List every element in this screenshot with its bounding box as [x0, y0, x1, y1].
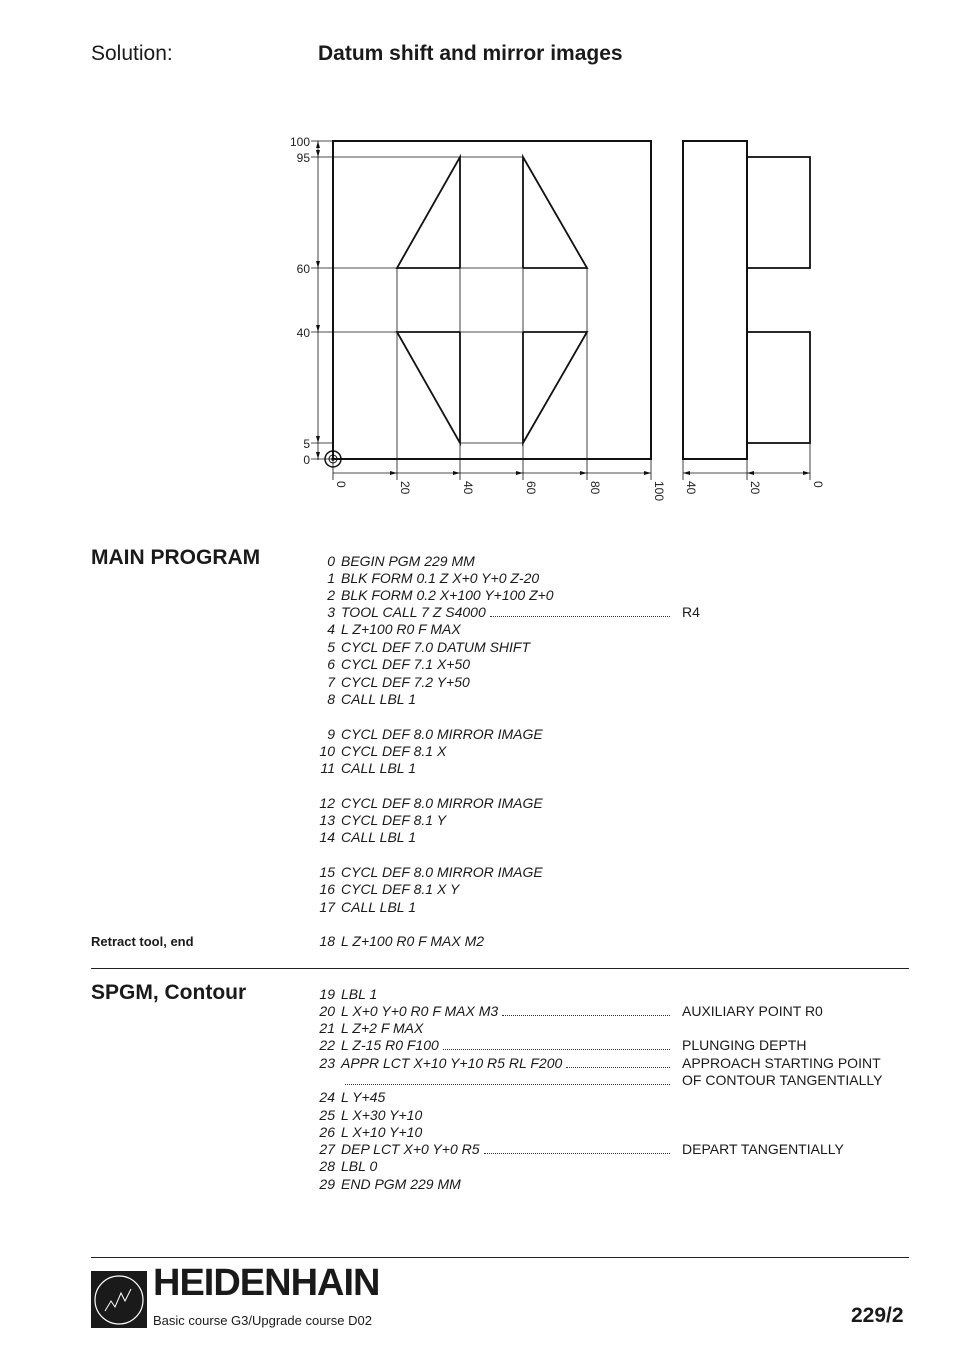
- line-number: 24: [319, 1089, 335, 1105]
- code-line: [300, 1089, 385, 1106]
- code-line: [300, 933, 484, 950]
- brand-name: HEIDENHAIN: [153, 1262, 380, 1304]
- line-number: 28: [319, 1158, 335, 1174]
- page-title: Datum shift and mirror images: [318, 42, 623, 65]
- code-line: [300, 621, 461, 638]
- code-line: [300, 1003, 498, 1020]
- line-code: APPR LCT X+10 Y+10 R5 RL F200: [341, 1055, 563, 1071]
- line-code: CYCL DEF 8.0 MIRROR IMAGE: [341, 795, 543, 811]
- x-tick-60: 60: [524, 481, 538, 495]
- line-number: 6: [327, 656, 335, 672]
- line-code: L Y+45: [341, 1089, 386, 1105]
- dot-leader: [502, 1015, 670, 1016]
- line-number: 18: [319, 933, 335, 949]
- line-number: 12: [319, 795, 335, 811]
- line-code: CYCL DEF 8.1 X: [341, 743, 447, 759]
- x-tick-20: 20: [398, 481, 412, 495]
- line-code: L Z-15 R0 F100: [341, 1037, 439, 1053]
- y-tick-5: 5: [303, 437, 310, 451]
- line-code: CYCL DEF 8.0 MIRROR IMAGE: [341, 864, 543, 880]
- line-code: CYCL DEF 7.1 X+50: [341, 656, 471, 672]
- course-label: Basic course G3/Upgrade course D02: [153, 1313, 372, 1328]
- side-tick-0: 0: [811, 481, 825, 488]
- line-code: L Z+100 R0 F MAX M2: [341, 933, 485, 949]
- dot-leader: [484, 1153, 670, 1154]
- page-number: 229/2: [851, 1304, 904, 1327]
- line-code: TOOL CALL 7 Z S4000: [341, 604, 486, 620]
- x-tick-0: 0: [334, 481, 348, 488]
- code-line: [300, 899, 416, 916]
- line-number: 19: [319, 986, 335, 1002]
- code-line: [300, 986, 377, 1003]
- code-line: [300, 864, 543, 881]
- x-tick-80: 80: [588, 481, 602, 495]
- line-number: 1: [327, 570, 335, 586]
- y-tick-0: 0: [303, 453, 310, 467]
- side-tick-20: 20: [748, 481, 762, 495]
- logo-emblem-icon: [91, 1271, 147, 1328]
- x-tick-40: 40: [461, 481, 475, 495]
- line-code: L Z+100 R0 F MAX: [341, 621, 461, 637]
- code-line: [300, 1107, 422, 1124]
- technical-drawing: [280, 125, 840, 510]
- dot-leader: [490, 616, 670, 617]
- line-code: L X+30 Y+10: [341, 1107, 423, 1123]
- line-number: 16: [319, 881, 335, 897]
- line-code: CALL LBL 1: [341, 899, 416, 915]
- line-code: L Z+2 F MAX: [341, 1020, 424, 1036]
- line-number: 2: [327, 587, 335, 603]
- side-tick-40: 40: [684, 481, 698, 495]
- line-number: 17: [319, 899, 335, 915]
- code-line: [300, 1176, 461, 1193]
- code-line: [300, 726, 543, 743]
- line-number: 10: [319, 743, 335, 759]
- line-code: L X+10 Y+10: [341, 1124, 423, 1140]
- y-tick-60: 60: [296, 262, 310, 276]
- line-code: LBL 1: [341, 986, 378, 1002]
- line-code: CALL LBL 1: [341, 829, 416, 845]
- code-line: [300, 553, 475, 570]
- line-number: 23: [319, 1055, 335, 1071]
- line-number: 8: [327, 691, 335, 707]
- code-line: [300, 587, 554, 604]
- line-number: 0: [327, 553, 335, 569]
- line-code: CYCL DEF 8.1 Y: [341, 812, 447, 828]
- line-number: 15: [319, 864, 335, 880]
- line-number: 5: [327, 639, 335, 655]
- code-line: [300, 639, 530, 656]
- footer-divider: [91, 1257, 909, 1258]
- line-code: END PGM 229 MM: [341, 1176, 461, 1192]
- code-line: [300, 1037, 439, 1054]
- code-line: [300, 829, 416, 846]
- line-number: 7: [327, 674, 335, 690]
- line-number: 13: [319, 812, 335, 828]
- line-code: BLK FORM 0.1 Z X+0 Y+0 Z-20: [341, 570, 540, 586]
- line-number: 22: [319, 1037, 335, 1053]
- line-code: L X+0 Y+0 R0 F MAX M3: [341, 1003, 499, 1019]
- line-code: CYCL DEF 8.1 X Y: [341, 881, 460, 897]
- line-code: LBL 0: [341, 1158, 378, 1174]
- y-tick-40: 40: [296, 326, 310, 340]
- dot-leader: [345, 1084, 670, 1085]
- code-line: [300, 674, 470, 691]
- code-line: [300, 1158, 377, 1175]
- code-line: [300, 691, 416, 708]
- y-tick-100: 100: [289, 135, 310, 149]
- line-number: 25: [319, 1107, 335, 1123]
- subprogram-title: SPGM, Contour: [91, 981, 247, 1004]
- dot-leader: [443, 1049, 670, 1050]
- x-tick-100: 100: [652, 481, 666, 502]
- line-comment: PLUNGING DEPTH: [682, 1037, 807, 1053]
- code-line: [300, 743, 446, 760]
- section-divider: [91, 968, 909, 969]
- line-number: 21: [319, 1020, 335, 1036]
- line-number: 4: [327, 621, 335, 637]
- line-number: 11: [320, 760, 335, 776]
- line-code: CYCL DEF 7.2 Y+50: [341, 674, 470, 690]
- code-line: [300, 1055, 562, 1072]
- line-code: BEGIN PGM 229 MM: [341, 553, 475, 569]
- line-number: 27: [319, 1141, 335, 1157]
- line-code: CYCL DEF 7.0 DATUM SHIFT: [341, 639, 531, 655]
- line-number: 9: [327, 726, 335, 742]
- retract-note: Retract tool, end: [91, 934, 194, 949]
- line-number: 14: [319, 829, 335, 845]
- line-comment: AUXILIARY POINT R0: [682, 1003, 823, 1019]
- code-line: [300, 1124, 422, 1141]
- line-code: BLK FORM 0.2 X+100 Y+100 Z+0: [341, 587, 554, 603]
- line-number: 26: [319, 1124, 335, 1140]
- line-comment: APPROACH STARTING POINT: [682, 1055, 881, 1071]
- code-line: [300, 760, 416, 777]
- line-number: 3: [327, 604, 335, 620]
- code-line: [300, 1141, 480, 1158]
- y-tick-95: 95: [296, 151, 310, 165]
- code-line: [300, 812, 446, 829]
- line-code: DEP LCT X+0 Y+0 R5: [341, 1141, 480, 1157]
- code-line: [300, 656, 470, 673]
- main-program-title: MAIN PROGRAM: [91, 546, 261, 569]
- code-line: [300, 1072, 341, 1089]
- dot-leader: [566, 1067, 670, 1068]
- code-line: [300, 604, 486, 621]
- line-comment: DEPART TANGENTIALLY: [682, 1141, 844, 1157]
- line-comment: OF CONTOUR TANGENTIALLY: [682, 1072, 883, 1088]
- line-comment: R4: [682, 604, 700, 620]
- code-line: [300, 795, 543, 812]
- line-code: CALL LBL 1: [341, 691, 416, 707]
- code-line: [300, 881, 459, 898]
- solution-label: Solution:: [91, 42, 173, 65]
- heidenhain-logo: [91, 1271, 147, 1328]
- code-line: [300, 570, 539, 587]
- line-code: CYCL DEF 8.0 MIRROR IMAGE: [341, 726, 543, 742]
- code-line: [300, 1020, 423, 1037]
- line-number: 20: [319, 1003, 335, 1019]
- line-code: CALL LBL 1: [341, 760, 416, 776]
- line-number: 29: [319, 1176, 335, 1192]
